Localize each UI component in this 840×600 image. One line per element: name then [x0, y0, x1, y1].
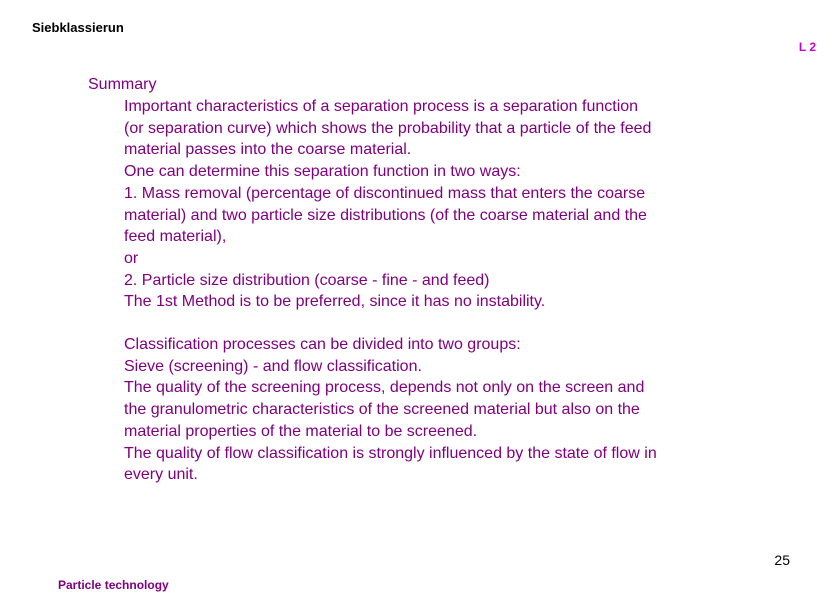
text-line: 1. Mass removal (percentage of discontinued mass that enters the coarse — [124, 184, 646, 202]
summary-paragraph-2 — [124, 334, 744, 486]
text-line: The quality of the screening process, depends not only on the screen and — [124, 379, 645, 397]
summary-heading: Summary — [88, 76, 157, 93]
text-line: every unit. — [124, 466, 198, 484]
footer-course-title: Particle technology — [58, 578, 169, 592]
text-line: (or separation curve) which shows the probability that a particle of the feed — [124, 119, 652, 137]
text-line: or — [124, 249, 139, 267]
text-line: One can determine this separation function in two ways: — [124, 163, 521, 181]
text-line: feed material), — [124, 228, 227, 246]
slide-code: L 2 — [798, 40, 816, 54]
text-line: Sieve (screening) - and flow classification. — [124, 357, 422, 375]
summary-paragraph-1 — [124, 96, 744, 313]
text-line: the granulometric characteristics of the screened material but also on the — [124, 401, 640, 419]
text-line: The 1st Method is to be preferred, since it has no instability. — [124, 293, 546, 311]
text-line: material passes into the coarse material. — [124, 141, 412, 159]
page-number: 25 — [774, 552, 790, 568]
text-line: Classification processes can be divided into two groups: — [124, 336, 521, 353]
header-title: Siebklassierun — [32, 20, 124, 35]
text-line: The quality of flow classification is strongly influenced by the state of flow in — [124, 444, 657, 462]
text-line: Important characteristics of a separation process is a separation function — [124, 98, 639, 115]
text-line: 2. Particle size distribution (coarse - fine - and feed) — [124, 271, 490, 289]
text-line: material properties of the material to be screened. — [124, 422, 478, 440]
text-line: material) and two particle size distributions (of the coarse material and the — [124, 206, 647, 224]
